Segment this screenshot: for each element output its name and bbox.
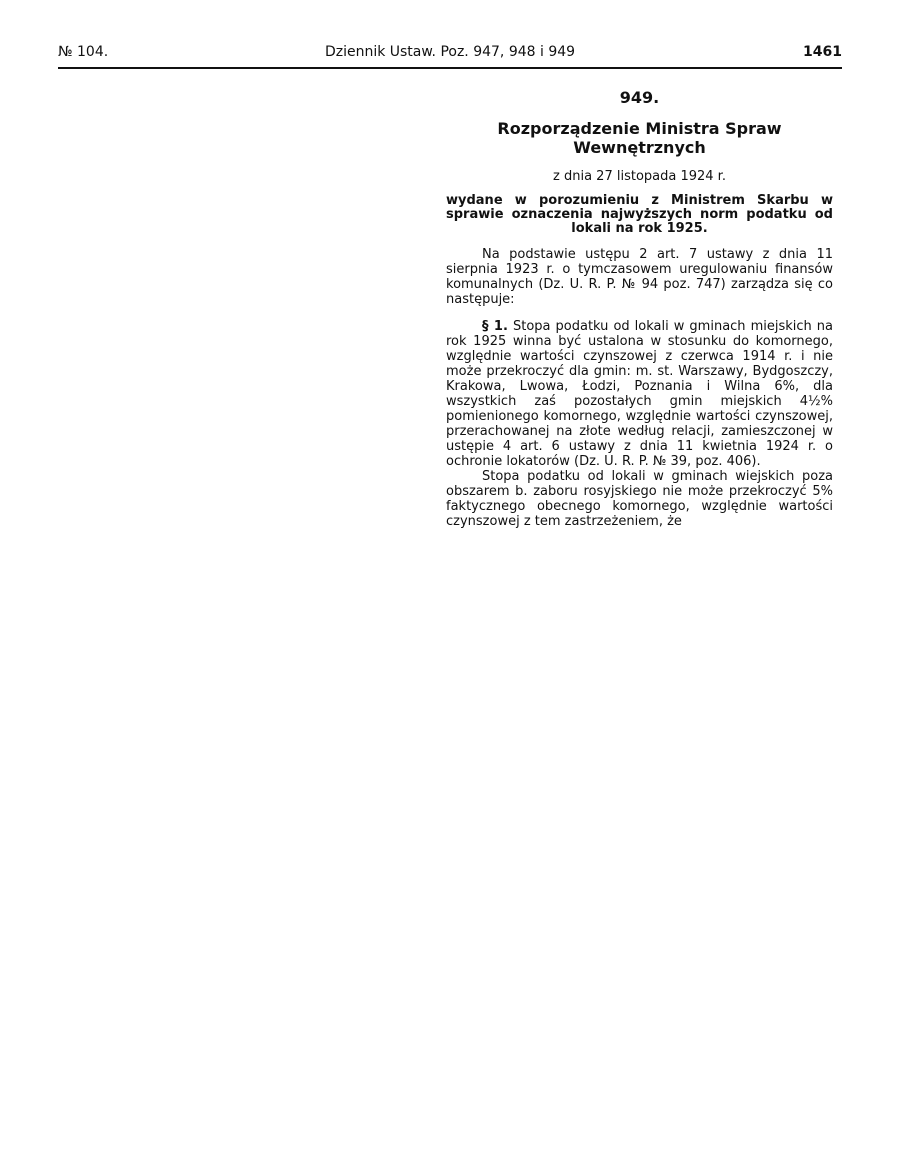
section-1-paragraph xyxy=(446,319,833,469)
right-column xyxy=(446,90,833,529)
page-header xyxy=(58,44,842,66)
journal-title: Dziennik Ustaw. Poz. 947, 948 i 949 xyxy=(324,44,576,60)
page-number: 1461 xyxy=(803,44,842,60)
section-1-label: § 1. xyxy=(482,319,508,334)
document-title: Rozporządzenie Ministra Spraw Wewnętrznych xyxy=(497,119,782,157)
document-date: z dnia 27 listopada 1924 r. xyxy=(553,169,726,184)
document-number: 949. xyxy=(619,88,660,107)
issue-number: № 104. xyxy=(58,44,109,60)
document-subtitle: wydane w porozumieniu z Ministrem Skarbu w sprawie oznaczenia najwyższych norm podatku od lokali na rok 1925. xyxy=(446,193,833,236)
section-1-paragraph-2: Stopa podatku od lokali w gminach wiejskich poza obszarem b. zaboru rosyjskiego nie może przekroczyć 5% faktycznego obecnego komornego, względnie wartości czynszowej z tem zastrzeżeniem, że xyxy=(446,469,833,529)
header-rule xyxy=(58,67,842,69)
intro-paragraph: Na podstawie ustępu 2 art. 7 ustawy z dnia 11 sierpnia 1923 r. o tymczasowem uregulowaniu finansów komunalnych (Dz. U. R. P. № 94 poz. 747) zarządza się co następuje: xyxy=(446,247,833,307)
section-1-text: Stopa podatku od lokali w gminach miejskich na rok 1925 winna być ustalona w stosunku do komornego, względnie wartości czynszowej z czerwca 1914 r. i nie może przekroczyć dla gmin: m. st. Warszawy, Bydgoszczy, Krakowa, Lwowa, Łodzi, Poznania i Wilna 6%, dla wszystkich zaś pozostałych gmin miejskich 4½% pomienionego komornego, względnie wartości czynszowej, przerachowanej na złote według relacji, zamieszczonej w ustępie 4 art. 6 ustawy z dnia 11 kwietnia 1924 r. o ochronie lokatorów (Dz. U. R. P. № 39, poz. 406). xyxy=(446,319,834,469)
